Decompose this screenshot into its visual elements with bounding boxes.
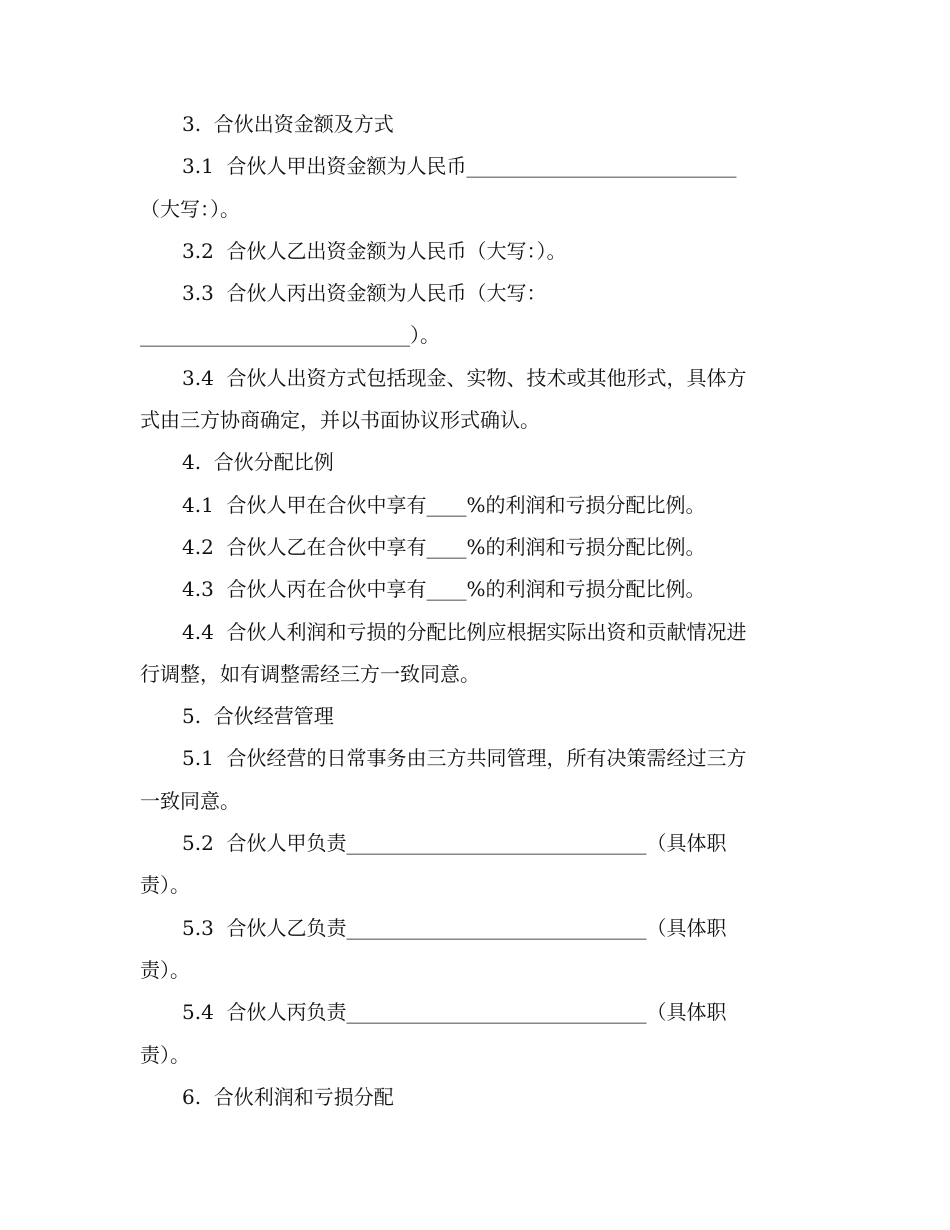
paragraph-5-3-line-1: 5.3 合伙人乙负责______________________________（具体职: [182, 915, 727, 940]
paragraph-5-2-line-2: 责）。: [140, 873, 190, 898]
paragraph-5-2-line-1: 5.2 合伙人甲负责______________________________（具体职: [182, 831, 727, 856]
paragraph-4-4-line-2: 行调整，如有调整需经三方一致同意。: [140, 661, 480, 686]
paragraph-4-1: 4.1 合伙人甲在合伙中享有____%的利润和亏损分配比例。: [182, 492, 706, 517]
paragraph-3-4-line-1: 3.4 合伙人出资方式包括现金、实物、技术或其他形式，具体方: [182, 365, 747, 390]
section-heading-4: 4. 合伙分配比例: [182, 450, 334, 475]
paragraph-3-3-line-1: 3.3 合伙人丙出资金额为人民币（大写：: [182, 281, 547, 306]
paragraph-5-1-line-2: 一致同意。: [140, 788, 240, 813]
paragraph-3-1-line-2: （大写：）。: [140, 196, 240, 221]
section-heading-5: 5. 合伙经营管理: [182, 704, 334, 729]
paragraph-4-3: 4.3 合伙人丙在合伙中享有____%的利润和亏损分配比例。: [182, 577, 706, 602]
paragraph-5-4-line-2: 责）。: [140, 1042, 190, 1067]
paragraph-3-4-line-2: 式由三方协商确定，并以书面协议形式确认。: [140, 408, 540, 433]
paragraph-3-1-line-1: 3.1 合伙人甲出资金额为人民币___________________________: [182, 154, 737, 179]
paragraph-5-4-line-1: 5.4 合伙人丙负责______________________________（具体职: [182, 1000, 727, 1025]
paragraph-5-1-line-1: 5.1 合伙经营的日常事务由三方共同管理，所有决策需经过三方: [182, 746, 747, 771]
paragraph-3-2: 3.2 合伙人乙出资金额为人民币（大写：）。: [182, 238, 567, 263]
paragraph-4-4-line-1: 4.4 合伙人利润和亏损的分配比例应根据实际出资和贡献情况进: [182, 619, 747, 644]
section-heading-6: 6. 合伙利润和亏损分配: [182, 1084, 394, 1109]
paragraph-4-2: 4.2 合伙人乙在合伙中享有____%的利润和亏损分配比例。: [182, 534, 706, 559]
document-body: [140, 103, 805, 1118]
section-heading-3: 3. 合伙出资金额及方式: [182, 112, 394, 136]
paragraph-3-3-line-2: ___________________________）。: [140, 323, 440, 348]
paragraph-5-3-line-2: 责）。: [140, 957, 190, 982]
